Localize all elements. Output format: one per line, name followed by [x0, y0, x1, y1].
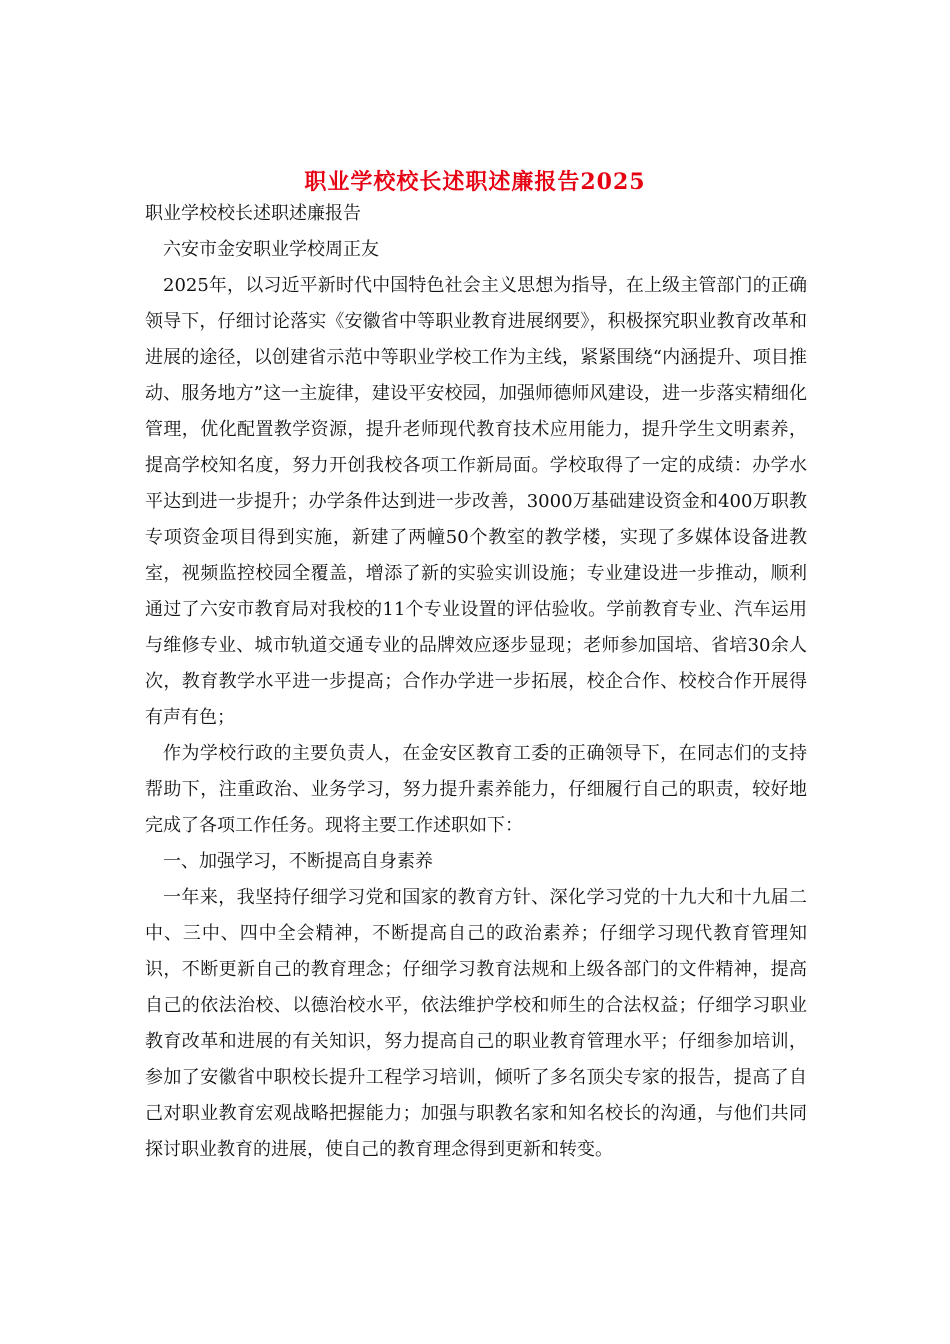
- section-heading-1: 一、加强学习，不断提高自身素养: [163, 851, 433, 872]
- document-subtitle: 职业学校校长述职述廉报告: [145, 203, 361, 224]
- document-author: 六安市金安职业学校周正友: [163, 239, 379, 260]
- document-body: [145, 196, 807, 1168]
- document-title: 职业学校校长述职述廉报告2025: [304, 168, 646, 195]
- paragraph-1: 2025年，以习近平新时代中国特色社会主义思想为指导，在上级主管部门的正确领导下，仔细讨论落实《安徽省中等职业教育进展纲要》，积极探究职业教育改革和进展的途径，以创建省示范中等职业学校工作为主线，紧紧围绕“内涵提升、项目推动、服务地方”这一主旋律，建设平安校园，加强师德师风建设，进一步落实精细化管理，优化配置教学资源，提升老师现代教育技术应用能力，提升学生文明素养，提高学校知名度，努力开创我校各项工作新局面。学校取得了一定的成绩：办学水平达到进一步提升；办学条件达到进一步改善，3000万基础建设资金和400万职教专项资金项目得到实施，新建了两幢50个教室的教学楼，实现了多媒体设备进教室，视频监控校园全覆盖，增添了新的实验实训设施；专业建设进一步推动，顺利通过了六安市教育局对我校的11个专业设置的评估验收。学前教育专业、汽车运用与维修专业、城市轨道交通专业的品牌效应逐步显现；老师参加国培、省培30余人次，教育教学水平进一步提高；合作办学进一步拓展，校企合作、校校合作开展得有声有色；: [145, 275, 807, 728]
- paragraph-2: 作为学校行政的主要负责人，在金安区教育工委的正确领导下，在同志们的支持帮助下，注重政治、业务学习，努力提升素养能力，仔细履行自己的职责，较好地完成了各项工作任务。现将主要工作述职如下：: [145, 743, 807, 836]
- paragraph-3: 一年来，我坚持仔细学习党和国家的教育方针、深化学习党的十九大和十九届二中、三中、四中全会精神，不断提高自己的政治素养；仔细学习现代教育管理知识，不断更新自己的教育理念；仔细学习教育法规和上级各部门的文件精神，提高自己的依法治校、以德治校水平，依法维护学校和师生的合法权益；仔细学习职业教育改革和进展的有关知识，努力提高自己的职业教育管理水平；仔细参加培训，参加了安徽省中职校长提升工程学习培训，倾听了多名顶尖专家的报告，提高了自己对职业教育宏观战略把握能力；加强与职教名家和知名校长的沟通，与他们共同探讨职业教育的进展，使自己的教育理念得到更新和转变。: [145, 887, 807, 1160]
